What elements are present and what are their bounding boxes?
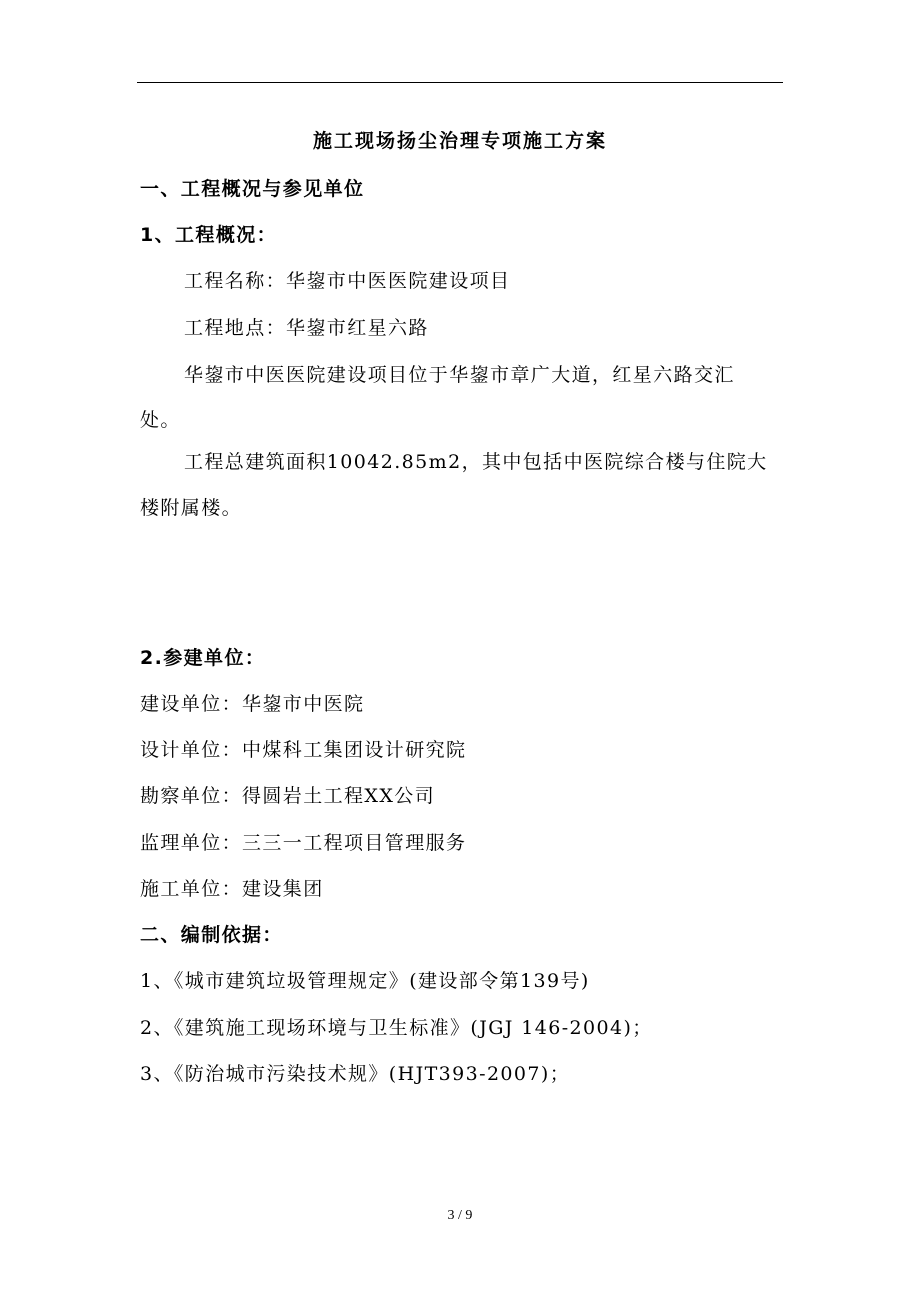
unit-construction-owner: 建设单位：华鋆市中医院: [140, 693, 365, 715]
header-rule: [137, 82, 783, 83]
project-description-line-1: 华鋆市中医医院建设项目位于华鋆市章广大道，红星六路交汇: [184, 364, 735, 386]
project-area-line-1: 工程总建筑面积10042.85m2，其中包括中医院综合楼与住院大: [184, 451, 768, 473]
subsection-1-heading: 1、工程概况：: [140, 224, 278, 246]
section-2-heading: 二、编制依据：: [140, 924, 283, 946]
basis-item: 2、《建筑施工现场环境与卫生标准》(JGJ 146-2004)；: [140, 1017, 653, 1039]
page-number: 3 / 9: [447, 1208, 473, 1223]
project-area-line-2: 楼附属楼。: [140, 497, 243, 519]
subsection-2-heading: 2.参建单位：: [140, 647, 266, 669]
document-title: 施工现场扬尘治理专项施工方案: [312, 130, 607, 152]
project-name: 工程名称：华鋆市中医医院建设项目: [184, 270, 511, 292]
unit-supervision: 监理单位：三三一工程项目管理服务: [140, 832, 467, 854]
unit-contractor: 施工单位：建设集团: [140, 878, 324, 900]
section-1-heading: 一、工程概况与参见单位: [140, 178, 365, 200]
basis-item: 1、《城市建筑垃圾管理规定》(建设部令第139号): [140, 970, 590, 992]
basis-item: 3、《防治城市污染技术规》(HJT393-2007)；: [140, 1063, 571, 1085]
unit-survey: 勘察单位：得圆岩土工程XX公司: [140, 785, 436, 807]
project-location: 工程地点：华鋆市红星六路: [184, 317, 429, 339]
project-description-line-2: 处。: [140, 409, 181, 431]
unit-design: 设计单位：中煤科工集团设计研究院: [140, 739, 467, 761]
